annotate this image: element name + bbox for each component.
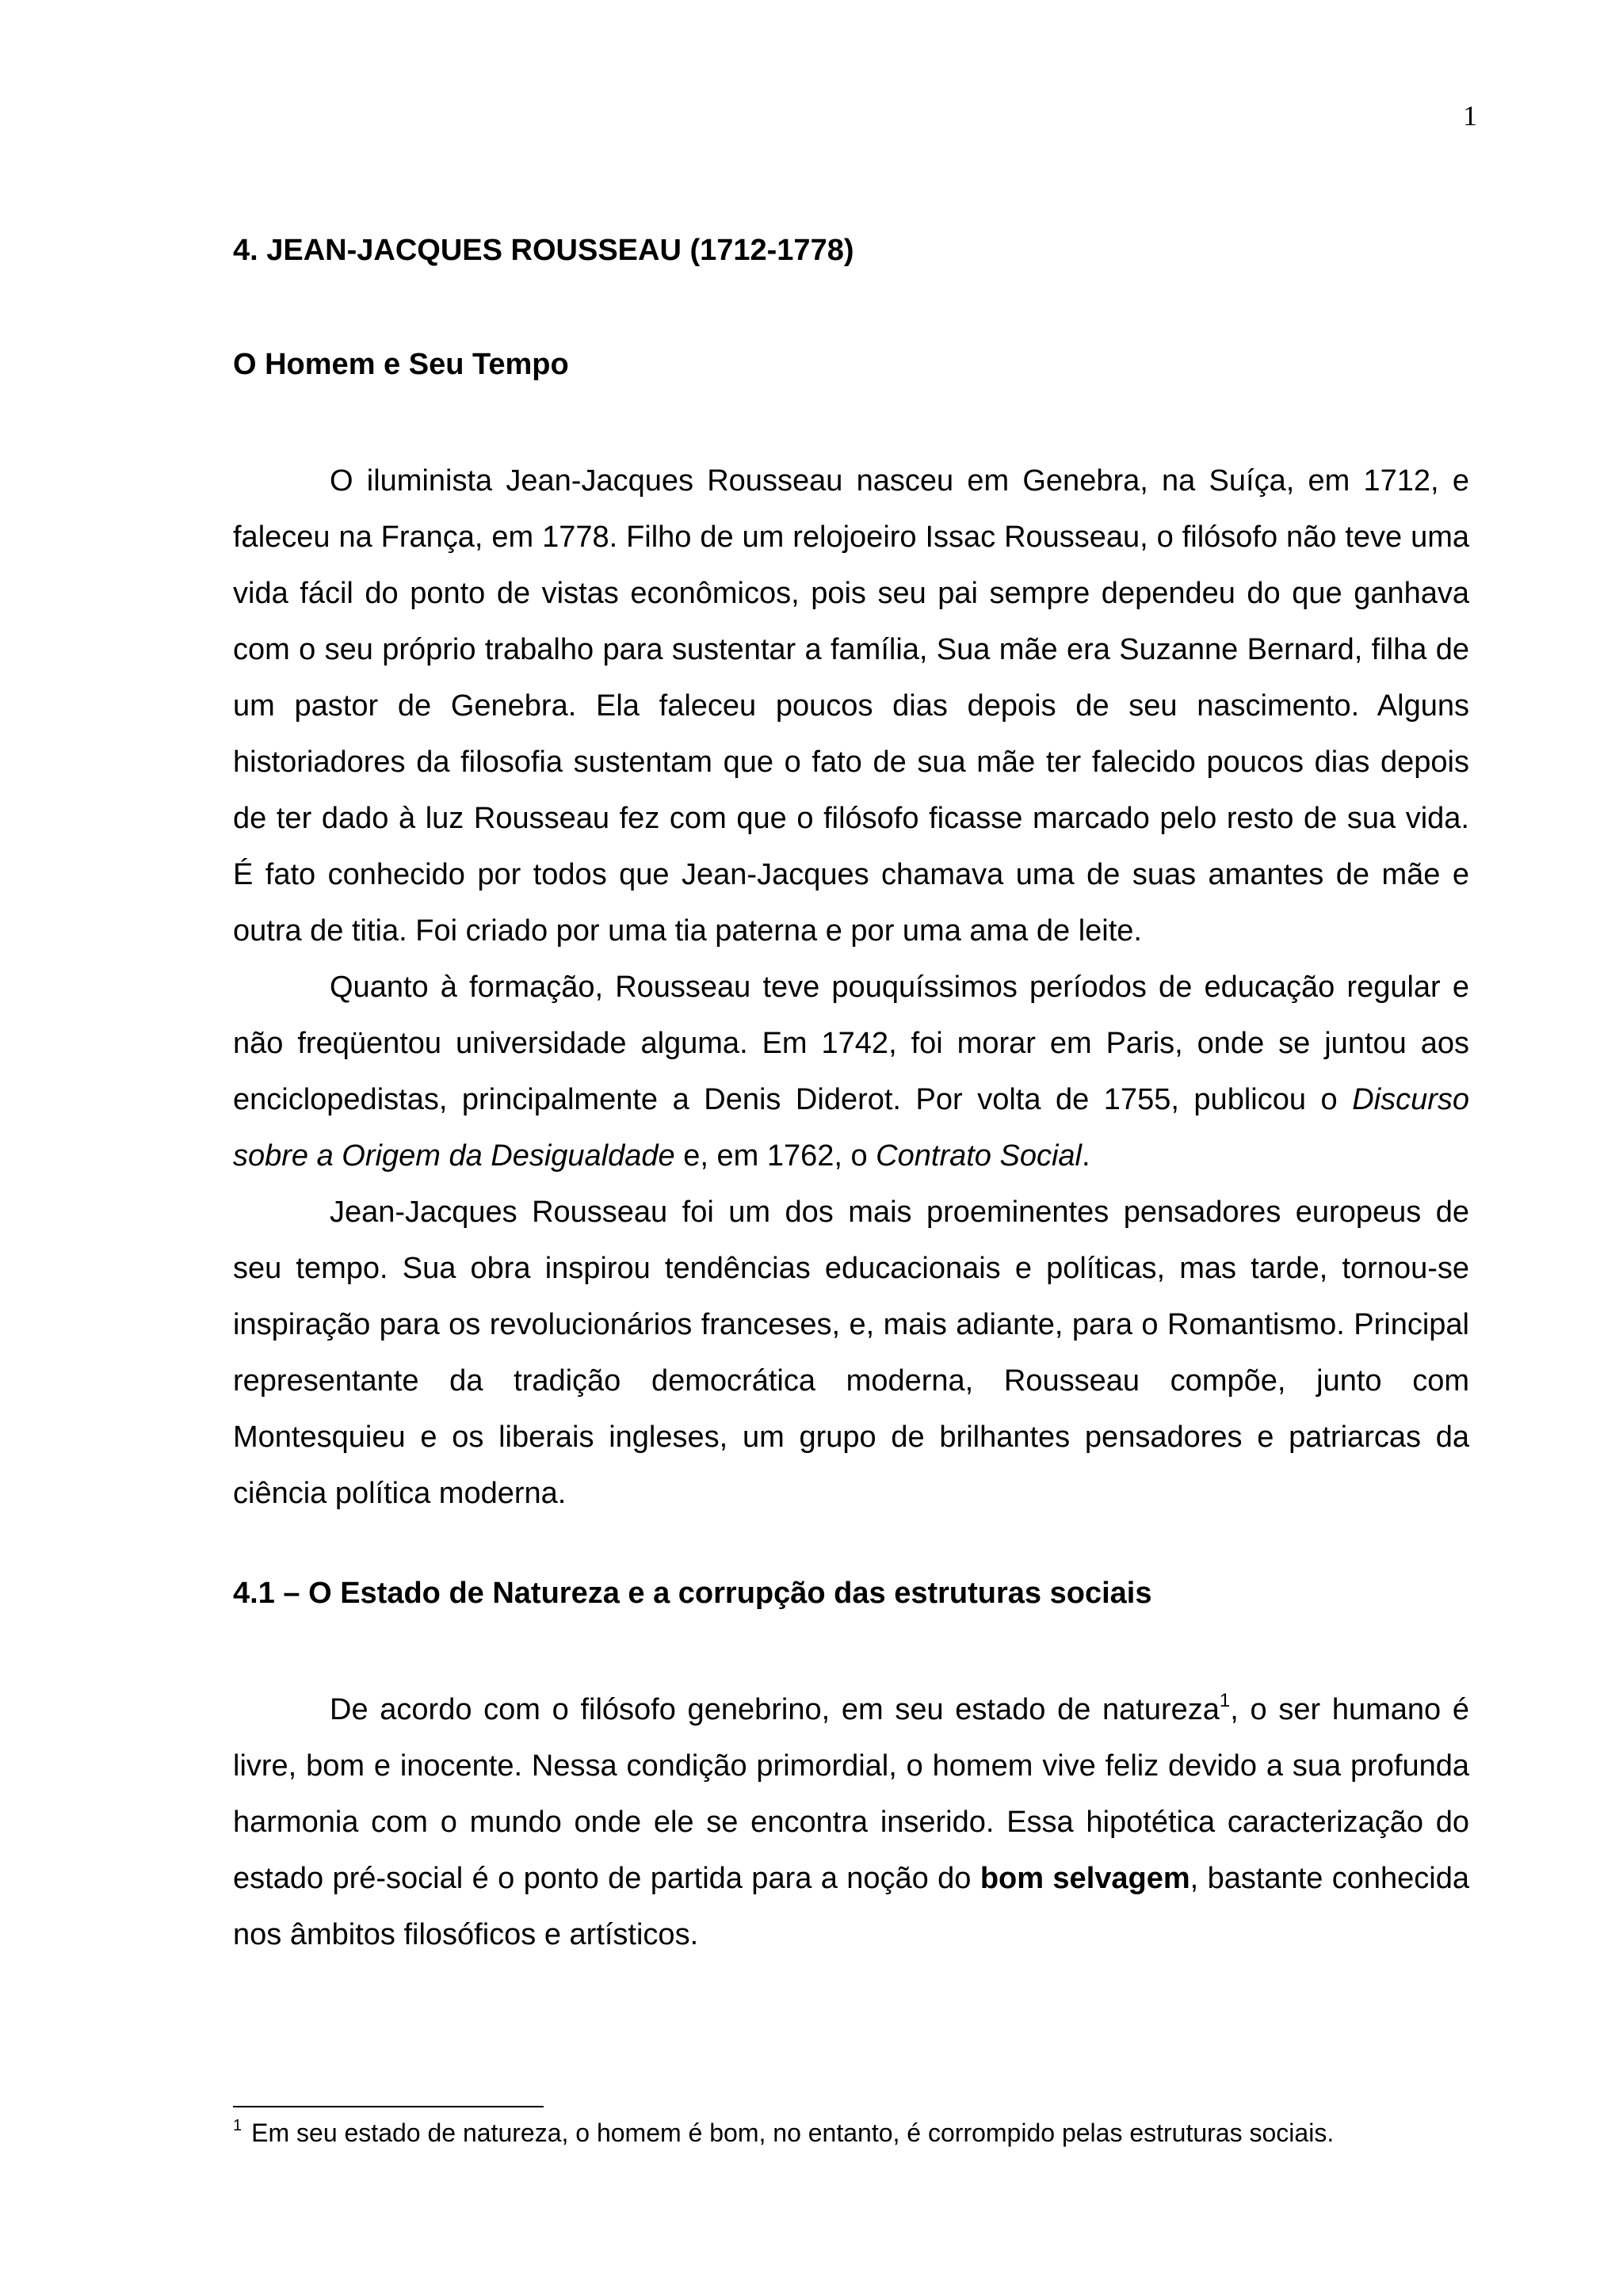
section-body <box>233 453 1469 1522</box>
section-title: O Homem e Seu Tempo <box>233 348 569 381</box>
text-run: . <box>1081 1139 1090 1173</box>
page-number: 1 <box>1463 100 1477 132</box>
paragraph-state-of-nature <box>233 1682 1469 1963</box>
paragraph-legacy: Jean-Jacques Rousseau foi um dos mais proeminentes pensadores europeus de seu tempo. Sua obra inspirou tendências educacionais e políticas, mas tarde, tornou-se inspiração para os revolucionários franceses, e, mais adiante, para o Romantismo. Principal representante da tradição democrática moderna, Rousseau compõe, junto com Montesquieu e os liberais ingleses, um grupo de brilhantes pensadores e patriarcas da ciência política moderna. <box>233 1196 1469 1510</box>
paragraph-education <box>233 959 1469 1184</box>
footnote-marker: 1 <box>233 2117 242 2134</box>
footnote-separator <box>233 2106 544 2107</box>
text-run: , bastante conhecida nos âmbitos filosóficos e artísticos. <box>233 1862 1470 1951</box>
text-run: De acordo com o filósofo genebrino, em seu estado de natureza <box>330 1693 1220 1726</box>
chapter-title: 4. JEAN-JACQUES ROUSSEAU (1712-1778) <box>233 234 854 267</box>
bold-term: bom selvagem <box>980 1862 1190 1895</box>
text-run: , o ser humano é livre, bom e inocente. Nessa condição primordial, o homem vive feliz devido a sua profunda harmonia com o mundo onde ele se encontra inserido. Essa hipotética caracterização do estado pré-social é o ponto de partida para a noção do <box>233 1693 1469 1895</box>
text-run: e, em 1762, o <box>674 1139 876 1173</box>
page-content <box>233 231 1469 1963</box>
footnote-text: Em seu estado de natureza, o homem é bom, no entanto, é corrompido pelas estruturas sociais. <box>251 2119 1335 2147</box>
book-title: Contrato Social <box>876 1139 1082 1173</box>
text-run: Quanto à formação, Rousseau teve pouquíssimos períodos de educação regular e não freqüentou universidade alguma. Em 1742, foi morar em Paris, onde se juntou aos enciclopedistas, principalmente a Denis Diderot. Por volta de 1755, publicou o <box>233 971 1469 1116</box>
footnote <box>233 2114 1469 2152</box>
subsection-title: 4.1 – O Estado de Natureza e a corrupção das estruturas sociais <box>233 1577 1152 1610</box>
book-title: Discurso sobre a Origem da Desigualdade <box>233 1083 1469 1173</box>
footnote-reference[interactable]: 1 <box>1219 1690 1231 1711</box>
paragraph-biography: O iluminista Jean-Jacques Rousseau nasceu em Genebra, na Suíça, em 1712, e faleceu na França, em 1778. Filho de um relojoeiro Issac Rousseau, o filósofo não teve uma vida fácil do ponto de vistas econômicos, pois seu pai sempre dependeu do que ganhava com o seu próprio trabalho para sustentar a família, Sua mãe era Suzanne Bernard, filha de um pastor de Genebra. Ela faleceu poucos dias depois de seu nascimento. Alguns historiadores da filosofia sustentam que o fato de sua mãe ter falecido poucos dias depois de ter dado à luz Rousseau fez com que o filósofo ficasse marcado pelo resto de sua vida. É fato conhecido por todos que Jean-Jacques chamava uma de suas amantes de mãe e outra de titia. Foi criado por uma tia paterna e por uma ama de leite. <box>233 464 1469 948</box>
subsection-body <box>233 1682 1469 1963</box>
